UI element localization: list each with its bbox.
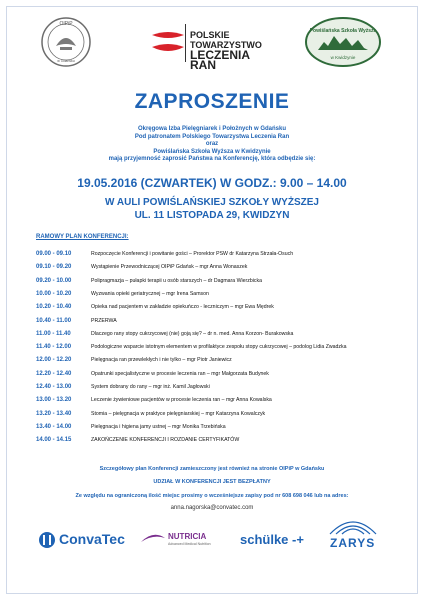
schedule-description: Dlaczego rany stopy cukrzycowej (nie) goją się? – dr n. med. Anna Korzon- Burakowska xyxy=(91,330,294,337)
website-note: Szczegółowy plan Konferencji zamieszczony jest również na stronie OIPiP w Gdańsku xyxy=(99,466,325,472)
schedule-description: Rozpoczęcie Konferencji i powitanie gości – Prorektor PSW dr Katarzyna Strzała-Osuch xyxy=(91,251,294,257)
schedule-row xyxy=(36,384,406,396)
schedule-time: 11.40 - 12.00 xyxy=(36,344,72,351)
nutricia-logo xyxy=(140,528,225,552)
convatec-name: ConvaTec xyxy=(59,531,125,547)
nutricia-subtitle: Advanced Medical Nutrition xyxy=(168,542,211,546)
schedule-description: Opatrunki specjalistyczne w procesie leczenia ran – mgr Małgorzata Budynek xyxy=(91,370,269,377)
nutricia-name: NUTRICIA xyxy=(168,532,207,541)
schedule-row xyxy=(36,264,406,276)
schedule-row xyxy=(36,397,406,409)
schedule-time: 11.00 - 11.40 xyxy=(36,330,71,337)
convatec-logo xyxy=(38,528,125,552)
convatec-mark-icon xyxy=(38,531,56,549)
schedule-time: 12.00 - 12.20 xyxy=(36,357,72,364)
zarys-logo xyxy=(322,516,386,552)
schedule-row xyxy=(36,371,406,383)
schedule-description: Polipragmazja – pułapki terapii u osób starszych – dr Dagmara Wierzbicka xyxy=(91,277,262,284)
organizer-line-5: mają przyjemność zaprosić Państwa na Konferencję, która odbędzie się: xyxy=(108,156,316,162)
schedule-description: ZAKOŃCZENIE KONFERENCJI I ROZDANIE CERTYFIKATÓW xyxy=(91,437,240,444)
nutricia-swoosh-icon xyxy=(140,532,166,546)
registration-note: Ze względu na ograniczoną ilość miejsc prosimy o wcześniejsze zapisy pod nr 608 698 046 lub na adres: xyxy=(75,493,349,499)
schedule-time: 14.00 - 14.15 xyxy=(36,437,72,444)
schedule-description: Opieka nad pacjentem w zakładzie opiekuńczo - leczniczym – mgr Ewa Mędrek xyxy=(91,304,274,311)
location-line-1: W AULI POWIŚLAŃSKIEJ SZKOŁY WYŻSZEJ xyxy=(105,197,319,208)
schedule-description: Leczenie żywieniowe pacjentów w procesie leczenia ran – mgr Anna Kowalska xyxy=(91,397,272,404)
schedule-row xyxy=(36,278,406,290)
plan-heading: RAMOWY PLAN KONFERENCJI: xyxy=(36,234,129,240)
oipip-ring-text: OIPiP xyxy=(59,21,73,27)
psw-logo xyxy=(304,16,382,68)
organizers-block xyxy=(0,126,424,164)
schedule-row xyxy=(36,357,406,369)
schedule-time: 13.40 - 14.00 xyxy=(36,423,72,430)
ptlr-line1: POLSKIE TOWARZYSTWO xyxy=(190,30,262,50)
schulke-logo xyxy=(240,528,310,552)
schedule-description: Pielęgnacja ran przewlekłych i nie tylko – mgr Piotr Janiewicz xyxy=(91,357,232,364)
free-participation-note: UDZIAŁ W KONFERENCJI JEST BEZPŁATNY xyxy=(153,479,271,485)
ptlr-logo xyxy=(148,22,273,72)
zarys-arc-icon xyxy=(328,516,378,536)
zarys-name: ZARYS xyxy=(330,536,376,550)
schedule-row xyxy=(36,437,406,449)
psw-line1: Powiślańska Szkoła Wyższa xyxy=(309,28,377,34)
ptlr-line2: LECZENIA RAN xyxy=(190,48,250,72)
schedule-row xyxy=(36,344,406,356)
schedule-time: 10.40 - 11.00 xyxy=(36,317,72,324)
schedule-time: 13.20 - 13.40 xyxy=(36,410,72,417)
psw-line2: w Kwidzynie xyxy=(330,55,356,60)
schedule-row xyxy=(36,331,406,343)
schedule-time: 13.00 - 13.20 xyxy=(36,397,72,404)
schedule-row xyxy=(36,291,406,303)
organizer-line-2: Pod patronatem Polskiego Towarzystwa Leczenia Ran xyxy=(134,133,290,140)
schedule-time: 10.00 - 10.20 xyxy=(36,290,72,297)
schulke-name: schülke -+ xyxy=(240,532,304,547)
event-date: 19.05.2016 (CZWARTEK) W GODZ.: 9.00 – 14.00 xyxy=(77,176,347,190)
schedule-description: PRZERWA xyxy=(91,317,117,324)
schedule-time: 12.20 - 12.40 xyxy=(36,370,72,377)
schedule-row xyxy=(36,411,406,423)
schedule-description: Podologiczne wsparcie istotnym elementem w profilaktyce zespołu stopy cukrzycowej – podolog Lidia Zwadzka xyxy=(91,344,347,351)
schedule-time: 09.20 - 10.00 xyxy=(36,277,72,284)
oipip-logo xyxy=(40,16,92,68)
organizer-line-1: Okręgowa Izba Pielęgniarek i Położnych w Gdańsku xyxy=(137,126,287,132)
page-title: ZAPROSZENIE xyxy=(134,90,290,113)
schedule-time: 10.20 - 10.40 xyxy=(36,304,72,311)
schedule-description: Wyzwania opieki geriatrycznej – mgr Irena Samson xyxy=(91,290,209,297)
schedule-description: Stomia – pielęgnacja w praktyce pielęgniarskiej – mgr Katarzyna Kowalczyk xyxy=(91,410,266,417)
oipip-city-text: w Gdańsku xyxy=(57,59,75,63)
schedule-row xyxy=(36,304,406,316)
schedule-row xyxy=(36,318,406,330)
contact-email: anna.nagorska@convatec.com xyxy=(170,505,254,511)
location-line-2: UL. 11 LISTOPADA 29, KWIDZYN xyxy=(134,210,290,221)
organizer-line-4: Powiślańska Szkoła Wyższa w Kwidzynie xyxy=(153,148,271,155)
schedule-time: 12.40 - 13.00 xyxy=(36,384,72,390)
schedule-time: 09.00 - 09.10 xyxy=(36,251,72,257)
schedule-description: Wystąpienie Przewodniczącej OIPiP Gdańsk – mgr Anna Wonaszek xyxy=(91,264,248,271)
organizer-line-3: oraz xyxy=(205,141,219,147)
schedule-time: 09.10 - 09.20 xyxy=(36,264,72,271)
schedule-row xyxy=(36,424,406,436)
schedule-row xyxy=(36,251,406,263)
schedule-description: Pielęgnacja i higiena jamy ustnej – mgr Monika Trzebińska xyxy=(91,423,226,430)
schedule-description: System dobrany do rany – mgr inż. Kamil Jagłowski xyxy=(91,384,210,390)
